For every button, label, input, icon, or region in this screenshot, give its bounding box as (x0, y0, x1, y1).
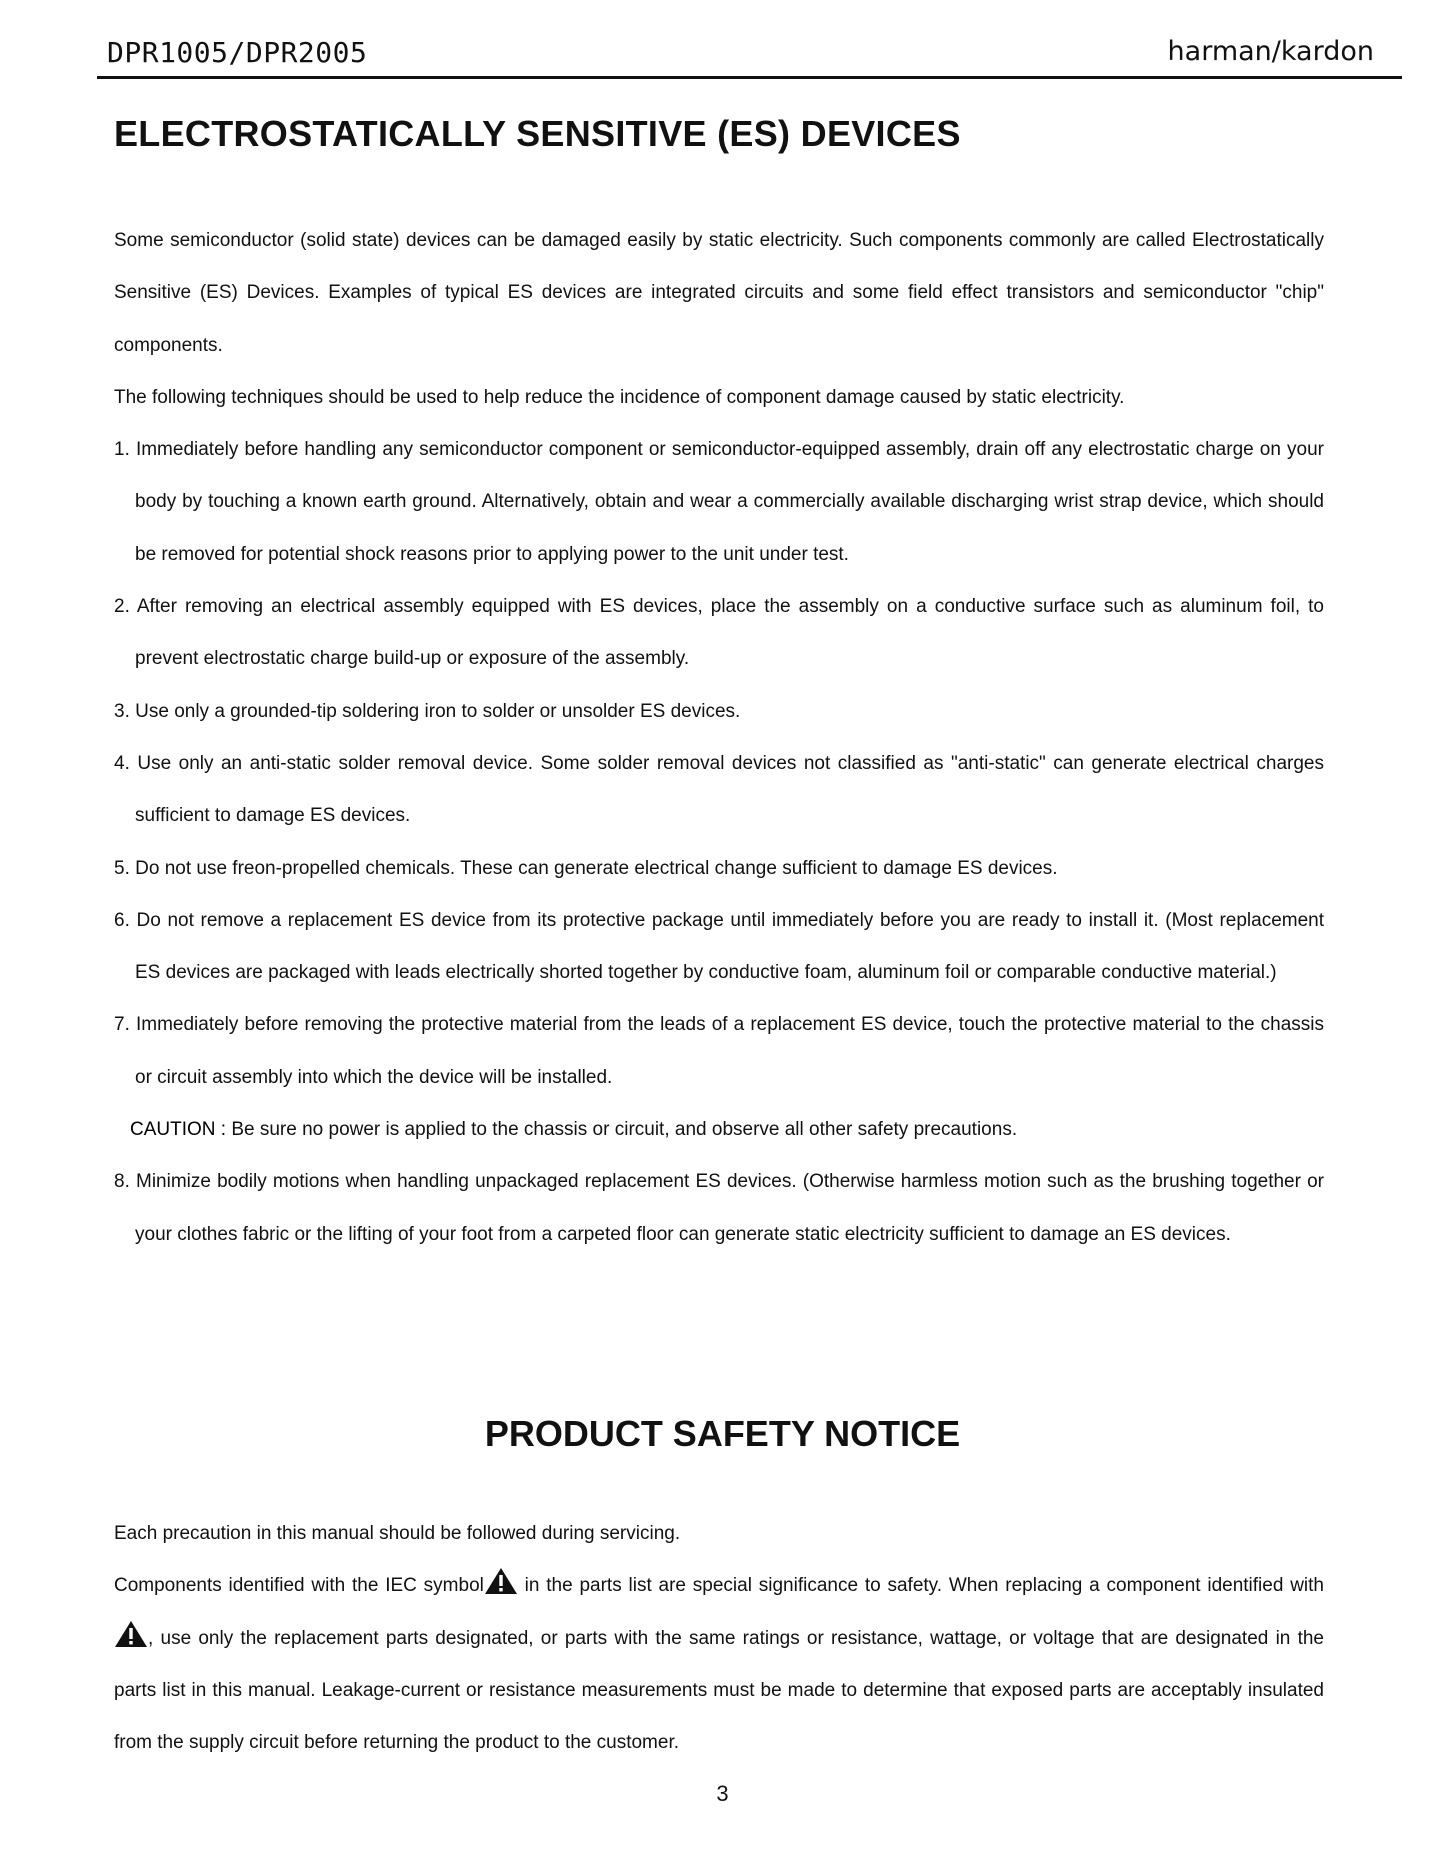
es-section-title: ELECTROSTATICALLY SENSITIVE (ES) DEVICES (114, 113, 961, 154)
safety-line-1: Each precaution in this manual should be followed during servicing. (114, 1523, 681, 1544)
page-number: 3 (716, 1781, 729, 1806)
technique-item-5: 5. Do not use freon-propelled chemicals. These can generate electrical change sufficient to damage ES devices. (114, 857, 1058, 879)
safety-text-before-icon: Components identified with the IEC symbol (114, 1575, 484, 1597)
safety-text-rest: , use only the replacement parts designated, or parts with the same ratings or resistance, wattage, or voltage that are designated in the parts list in this manual. Leakage-current or resistance measurements must be made to determine that exposed parts are acceptably insulated from the supply circuit before returning the product to the customer. (114, 1627, 1324, 1754)
technique-item-8: 8. Minimize bodily motions when handling unpackaged replacement ES devices. (Otherwise harmless motion such as the brushing together or your clothes fabric or the lifting of your foot from a carpeted floor can generate static electricity sufficient to damage an ES devices. (114, 1171, 1324, 1245)
safety-section-body (114, 1508, 1324, 1769)
warning-triangle-icon (114, 1617, 148, 1645)
technique-item-2: 2. After removing an electrical assembly equipped with ES devices, place the assembly on a conductive surface such as aluminum foil, to prevent electrostatic charge build-up or exposure of the assembly. (114, 596, 1324, 670)
warning-triangle-icon (484, 1564, 518, 1592)
technique-item-4: 4. Use only an anti-static solder removal device. Some solder removal devices not classified as "anti-static" can generate electrical charges sufficient to damage ES devices. (114, 752, 1324, 827)
es-section-body (114, 215, 1324, 1261)
technique-item-7: 7. Immediately before removing the protective material from the leads of a replacement ES device, touch the protective material to the chassis or circuit assembly into which the device will be installed. (114, 1014, 1324, 1088)
technique-item-3: 3. Use only a grounded-tip soldering iron to solder or unsolder ES devices. (114, 700, 741, 722)
caution-text: Be sure no power is applied to the chassis or circuit, and observe all other safety precautions. (226, 1119, 1018, 1141)
safety-section-title: PRODUCT SAFETY NOTICE (484, 1413, 961, 1454)
technique-item-1: 1. Immediately before handling any semiconductor component or semiconductor-equipped assembly, drain off any electrostatic charge on your body by touching a known earth ground. Alternatively, obtain and wear a commercially available discharging wrist strap device, which should be removed for potential shock reasons prior to applying power to the unit under test. (114, 439, 1324, 565)
techniques-intro: The following techniques should be used to help reduce the incidence of component damage caused by static electricity. (114, 386, 1125, 408)
caution-note (114, 1104, 1324, 1156)
model-number: DPR1005/DPR2005 (107, 36, 368, 69)
safety-text-middle: in the parts list are special significance to safety. When replacing a component identified with (517, 1575, 1324, 1597)
brand-logo-text: harman/kardon (1167, 36, 1374, 67)
technique-item-6: 6. Do not remove a replacement ES device from its protective package until immediately before you are ready to install it. (Most replacement ES devices are packaged with leads electrically shorted together by conductive foam, aluminum foil or comparable conductive material.) (114, 909, 1324, 984)
caution-label: CAUTION : (130, 1119, 227, 1141)
safety-paragraph (114, 1560, 1324, 1769)
es-intro-paragraph: Some semiconductor (solid state) devices can be damaged easily by static electricity. Such components commonly are called Electrostatically Sensitive (ES) Devices. Examples of typical ES devices are integrated circuits and some field effect transistors and semiconductor "chip" components. (114, 230, 1324, 356)
page-header (97, 32, 1402, 79)
